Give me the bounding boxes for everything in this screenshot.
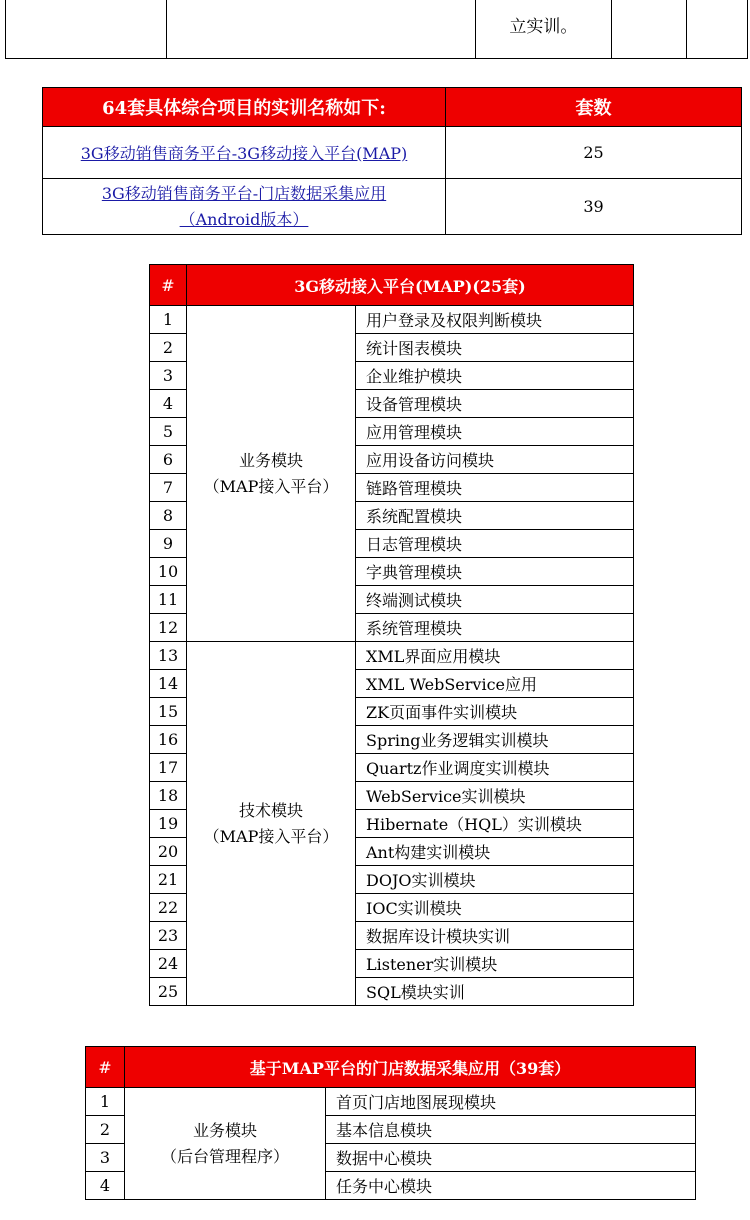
fragment-cell: [167, 0, 476, 59]
summary-row-count: 39: [446, 179, 742, 235]
row-number: 2: [86, 1116, 125, 1144]
project-link-map[interactable]: 3G移动销售商务平台-3G移动接入平台(MAP): [80, 144, 408, 163]
link-line-1: 3G移动销售商务平台-门店数据采集应用: [101, 183, 387, 203]
store-header-num: #: [86, 1047, 125, 1088]
module-name: DOJO实训模块: [356, 866, 634, 894]
module-name: Listener实训模块: [356, 950, 634, 978]
row-number: 13: [150, 642, 187, 670]
row-number: 18: [150, 782, 187, 810]
module-name: 企业维护模块: [356, 362, 634, 390]
module-name: WebService实训模块: [356, 782, 634, 810]
module-group-technical: [187, 642, 356, 1006]
table-row: [86, 1088, 696, 1116]
row-number: 19: [150, 810, 187, 838]
fragment-cell: [611, 0, 686, 59]
row-number: 21: [150, 866, 187, 894]
row-number: 4: [86, 1172, 125, 1200]
summary-row-count: 25: [446, 127, 742, 179]
module-name: Spring业务逻辑实训模块: [356, 726, 634, 754]
map-modules-table: [149, 264, 634, 1006]
module-name: 数据中心模块: [326, 1144, 696, 1172]
module-name: 任务中心模块: [326, 1172, 696, 1200]
group-line-1: 技术模块: [238, 800, 303, 820]
table-row: [150, 306, 634, 334]
table-row: [150, 642, 634, 670]
row-number: 9: [150, 530, 187, 558]
row-number: 24: [150, 950, 187, 978]
fragment-cell: [686, 0, 747, 59]
row-number: 3: [86, 1144, 125, 1172]
module-name: 字典管理模块: [356, 558, 634, 586]
row-number: 22: [150, 894, 187, 922]
module-name: 统计图表模块: [356, 334, 634, 362]
row-number: 16: [150, 726, 187, 754]
module-group-backend: [125, 1088, 326, 1200]
project-link-store[interactable]: [102, 184, 386, 229]
module-name: 应用设备访问模块: [356, 446, 634, 474]
module-name: IOC实训模块: [356, 894, 634, 922]
row-number: 1: [150, 306, 187, 334]
row-number: 4: [150, 390, 187, 418]
module-name: 系统配置模块: [356, 502, 634, 530]
store-modules-table: [85, 1046, 696, 1200]
row-number: 7: [150, 474, 187, 502]
group-line-1: 业务模块: [192, 1120, 257, 1140]
summary-row-name: [43, 179, 446, 235]
module-group-business: [187, 306, 356, 642]
map-header-num: #: [150, 265, 187, 306]
fragment-cell: [6, 0, 167, 59]
module-name: SQL模块实训: [356, 978, 634, 1006]
module-name: 链路管理模块: [356, 474, 634, 502]
group-line-1: 业务模块: [238, 450, 303, 470]
summary-header-name: 64套具体综合项目的实训名称如下:: [43, 88, 446, 127]
link-line-2: （Android版本）: [179, 209, 309, 229]
row-number: 20: [150, 838, 187, 866]
summary-header-count: 套数: [446, 88, 742, 127]
row-number: 11: [150, 586, 187, 614]
row-number: 17: [150, 754, 187, 782]
module-name: XML WebService应用: [356, 670, 634, 698]
previous-table-fragment: [5, 0, 748, 59]
row-number: 3: [150, 362, 187, 390]
row-number: 15: [150, 698, 187, 726]
module-name: 设备管理模块: [356, 390, 634, 418]
row-number: 10: [150, 558, 187, 586]
module-name: Hibernate（HQL）实训模块: [356, 810, 634, 838]
module-name: 终端测试模块: [356, 586, 634, 614]
module-name: 系统管理模块: [356, 614, 634, 642]
group-line-2: （MAP接入平台）: [203, 826, 339, 846]
group-line-2: （后台管理程序）: [160, 1146, 289, 1166]
row-number: 14: [150, 670, 187, 698]
store-header-title: 基于MAP平台的门店数据采集应用（39套）: [125, 1047, 696, 1088]
module-name: 数据库设计模块实训: [356, 922, 634, 950]
module-name: Ant构建实训模块: [356, 838, 634, 866]
project-summary-table: [42, 87, 742, 235]
module-name: 日志管理模块: [356, 530, 634, 558]
group-line-2: （MAP接入平台）: [203, 476, 339, 496]
module-name: 应用管理模块: [356, 418, 634, 446]
row-number: 1: [86, 1088, 125, 1116]
row-number: 2: [150, 334, 187, 362]
row-number: 12: [150, 614, 187, 642]
row-number: 8: [150, 502, 187, 530]
row-number: 25: [150, 978, 187, 1006]
fragment-text: 立实训。: [476, 0, 611, 59]
module-name: 用户登录及权限判断模块: [356, 306, 634, 334]
module-name: Quartz作业调度实训模块: [356, 754, 634, 782]
module-name: 首页门店地图展现模块: [326, 1088, 696, 1116]
row-number: 5: [150, 418, 187, 446]
module-name: 基本信息模块: [326, 1116, 696, 1144]
row-number: 23: [150, 922, 187, 950]
module-name: XML界面应用模块: [356, 642, 634, 670]
summary-row-name: [43, 127, 446, 179]
module-name: ZK页面事件实训模块: [356, 698, 634, 726]
row-number: 6: [150, 446, 187, 474]
map-header-title: 3G移动接入平台(MAP)(25套): [187, 265, 634, 306]
